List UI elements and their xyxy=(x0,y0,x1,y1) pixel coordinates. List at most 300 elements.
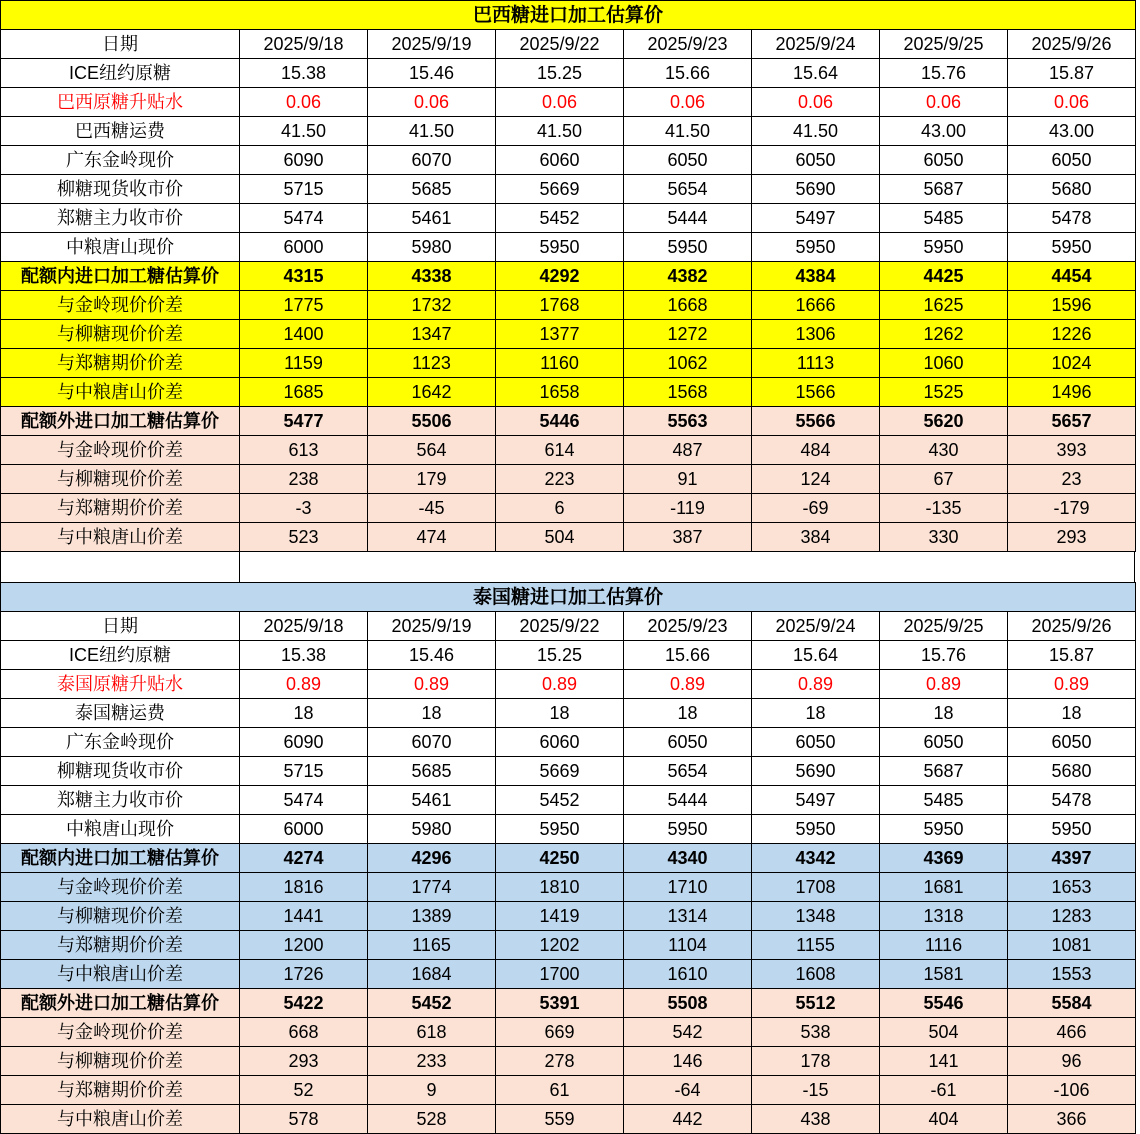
value-cell: 1400 xyxy=(240,320,368,349)
value-cell: 18 xyxy=(496,699,624,728)
value-cell: 5950 xyxy=(496,233,624,262)
value-cell: 15.87 xyxy=(1008,59,1136,88)
value-cell: 1060 xyxy=(880,349,1008,378)
value-cell: 1377 xyxy=(496,320,624,349)
date-cell: 2025/9/26 xyxy=(1008,612,1136,641)
date-cell: 2025/9/19 xyxy=(368,612,496,641)
table-title-row xyxy=(1,583,1136,612)
value-cell: 6070 xyxy=(368,728,496,757)
value-cell: 1710 xyxy=(624,873,752,902)
value-cell: 5715 xyxy=(240,175,368,204)
value-cell: 5566 xyxy=(752,407,880,436)
value-cell: 178 xyxy=(752,1047,880,1076)
value-cell: 0.89 xyxy=(496,670,624,699)
value-cell: 5584 xyxy=(1008,989,1136,1018)
table-row xyxy=(1,873,1136,902)
row-label: 广东金岭现价 xyxy=(1,728,240,757)
value-cell: 5446 xyxy=(496,407,624,436)
value-cell: 146 xyxy=(624,1047,752,1076)
value-cell: 5690 xyxy=(752,757,880,786)
table-row xyxy=(1,378,1136,407)
table-row xyxy=(1,786,1136,815)
value-cell: 52 xyxy=(240,1076,368,1105)
value-cell: 0.89 xyxy=(368,670,496,699)
value-cell: 4342 xyxy=(752,844,880,873)
value-cell: 5980 xyxy=(368,815,496,844)
value-cell: 538 xyxy=(752,1018,880,1047)
value-cell: 9 xyxy=(368,1076,496,1105)
value-cell: 613 xyxy=(240,436,368,465)
row-label: 柳糖现货收市价 xyxy=(1,757,240,786)
value-cell: 4369 xyxy=(880,844,1008,873)
value-cell: 1568 xyxy=(624,378,752,407)
value-cell: 1123 xyxy=(368,349,496,378)
value-cell: 466 xyxy=(1008,1018,1136,1047)
value-cell: 6090 xyxy=(240,728,368,757)
value-cell: 504 xyxy=(496,523,624,552)
value-cell: 5669 xyxy=(496,175,624,204)
value-cell: 91 xyxy=(624,465,752,494)
value-cell: 5980 xyxy=(368,233,496,262)
value-cell: 1768 xyxy=(496,291,624,320)
row-label: 与郑糖期价价差 xyxy=(1,349,240,378)
value-cell: 18 xyxy=(240,699,368,728)
value-cell: 1347 xyxy=(368,320,496,349)
table-row xyxy=(1,88,1136,117)
value-cell: 141 xyxy=(880,1047,1008,1076)
date-cell: 2025/9/23 xyxy=(624,612,752,641)
value-cell: 614 xyxy=(496,436,624,465)
value-cell: 578 xyxy=(240,1105,368,1134)
value-cell: 5715 xyxy=(240,757,368,786)
value-cell: 6050 xyxy=(1008,728,1136,757)
table-row xyxy=(1,523,1136,552)
value-cell: 5461 xyxy=(368,204,496,233)
value-cell: 384 xyxy=(752,523,880,552)
value-cell: 15.46 xyxy=(368,59,496,88)
value-cell: 1160 xyxy=(496,349,624,378)
value-cell: 1666 xyxy=(752,291,880,320)
value-cell: 5461 xyxy=(368,786,496,815)
row-label: 与郑糖期价价差 xyxy=(1,494,240,523)
value-cell: 15.76 xyxy=(880,59,1008,88)
value-cell: 6090 xyxy=(240,146,368,175)
value-cell: 233 xyxy=(368,1047,496,1076)
date-header-row xyxy=(1,30,1136,59)
value-cell: 1272 xyxy=(624,320,752,349)
value-cell: 223 xyxy=(496,465,624,494)
value-cell: 1525 xyxy=(880,378,1008,407)
value-cell: 15.38 xyxy=(240,59,368,88)
value-cell: 1314 xyxy=(624,902,752,931)
table-row xyxy=(1,815,1136,844)
row-label: 郑糖主力收市价 xyxy=(1,786,240,815)
value-cell: -106 xyxy=(1008,1076,1136,1105)
row-label: 与柳糖现价价差 xyxy=(1,465,240,494)
value-cell: 1062 xyxy=(624,349,752,378)
value-cell: -61 xyxy=(880,1076,1008,1105)
value-cell: 1159 xyxy=(240,349,368,378)
value-cell: 6050 xyxy=(624,728,752,757)
value-cell: 5950 xyxy=(496,815,624,844)
value-cell: 6050 xyxy=(880,146,1008,175)
value-cell: 1685 xyxy=(240,378,368,407)
value-cell: 6050 xyxy=(752,146,880,175)
value-cell: 15.25 xyxy=(496,59,624,88)
value-cell: 179 xyxy=(368,465,496,494)
row-label: ICE纽约原糖 xyxy=(1,641,240,670)
value-cell: -15 xyxy=(752,1076,880,1105)
value-cell: 1306 xyxy=(752,320,880,349)
value-cell: 5687 xyxy=(880,175,1008,204)
value-cell: 5620 xyxy=(880,407,1008,436)
value-cell: 1700 xyxy=(496,960,624,989)
value-cell: 1155 xyxy=(752,931,880,960)
value-cell: 0.06 xyxy=(752,88,880,117)
value-cell: 4250 xyxy=(496,844,624,873)
value-cell: 96 xyxy=(1008,1047,1136,1076)
value-cell: 5512 xyxy=(752,989,880,1018)
table-row xyxy=(1,641,1136,670)
value-cell: 1348 xyxy=(752,902,880,931)
value-cell: 1116 xyxy=(880,931,1008,960)
value-cell: 4292 xyxy=(496,262,624,291)
value-cell: 0.89 xyxy=(1008,670,1136,699)
value-cell: 5680 xyxy=(1008,175,1136,204)
value-cell: 0.06 xyxy=(880,88,1008,117)
date-cell: 2025/9/22 xyxy=(496,30,624,59)
table-row xyxy=(1,757,1136,786)
table-row xyxy=(1,728,1136,757)
value-cell: 5950 xyxy=(880,233,1008,262)
value-cell: 4340 xyxy=(624,844,752,873)
value-cell: 18 xyxy=(368,699,496,728)
brazil-table-title: 巴西糖进口加工估算价 xyxy=(1,1,1136,30)
value-cell: 0.89 xyxy=(240,670,368,699)
value-cell: 430 xyxy=(880,436,1008,465)
value-cell: 5485 xyxy=(880,204,1008,233)
value-cell: 5657 xyxy=(1008,407,1136,436)
date-cell: 2025/9/18 xyxy=(240,612,368,641)
value-cell: 1113 xyxy=(752,349,880,378)
value-cell: 6000 xyxy=(240,233,368,262)
value-cell: 293 xyxy=(240,1047,368,1076)
value-cell: 1642 xyxy=(368,378,496,407)
value-cell: 330 xyxy=(880,523,1008,552)
value-cell: 1658 xyxy=(496,378,624,407)
table-row xyxy=(1,233,1136,262)
value-cell: 1732 xyxy=(368,291,496,320)
row-label: 与中粮唐山价差 xyxy=(1,523,240,552)
value-cell: 6050 xyxy=(752,728,880,757)
table-row xyxy=(1,291,1136,320)
value-cell: 1200 xyxy=(240,931,368,960)
value-cell: 4397 xyxy=(1008,844,1136,873)
row-label: 与柳糖现价价差 xyxy=(1,1047,240,1076)
value-cell: 18 xyxy=(1008,699,1136,728)
row-label: 泰国原糖升贴水 xyxy=(1,670,240,699)
value-cell: 559 xyxy=(496,1105,624,1134)
row-label: 柳糖现货收市价 xyxy=(1,175,240,204)
row-label: 与金岭现价价差 xyxy=(1,291,240,320)
value-cell: 669 xyxy=(496,1018,624,1047)
date-header-label: 日期 xyxy=(1,30,240,59)
table-row xyxy=(1,1105,1136,1134)
date-cell: 2025/9/25 xyxy=(880,612,1008,641)
value-cell: 1283 xyxy=(1008,902,1136,931)
value-cell: 5950 xyxy=(752,815,880,844)
row-label: 巴西糖运费 xyxy=(1,117,240,146)
value-cell: 4454 xyxy=(1008,262,1136,291)
value-cell: 5687 xyxy=(880,757,1008,786)
row-label: 与金岭现价价差 xyxy=(1,436,240,465)
value-cell: 15.46 xyxy=(368,641,496,670)
value-cell: 1775 xyxy=(240,291,368,320)
value-cell: 41.50 xyxy=(624,117,752,146)
value-cell: 43.00 xyxy=(880,117,1008,146)
row-label: 与柳糖现价价差 xyxy=(1,902,240,931)
value-cell: 0.06 xyxy=(624,88,752,117)
date-cell: 2025/9/19 xyxy=(368,30,496,59)
date-cell: 2025/9/24 xyxy=(752,612,880,641)
table-row xyxy=(1,494,1136,523)
value-cell: 5654 xyxy=(624,757,752,786)
date-cell: 2025/9/18 xyxy=(240,30,368,59)
value-cell: 238 xyxy=(240,465,368,494)
value-cell: 5478 xyxy=(1008,786,1136,815)
value-cell: 18 xyxy=(752,699,880,728)
table-row xyxy=(1,1047,1136,1076)
value-cell: 1441 xyxy=(240,902,368,931)
value-cell: 43.00 xyxy=(1008,117,1136,146)
date-cell: 2025/9/23 xyxy=(624,30,752,59)
value-cell: 1496 xyxy=(1008,378,1136,407)
table-row xyxy=(1,117,1136,146)
value-cell: 5497 xyxy=(752,204,880,233)
value-cell: 523 xyxy=(240,523,368,552)
table-row xyxy=(1,989,1136,1018)
value-cell: 41.50 xyxy=(240,117,368,146)
value-cell: 1708 xyxy=(752,873,880,902)
value-cell: 6050 xyxy=(624,146,752,175)
value-cell: 41.50 xyxy=(496,117,624,146)
table-title-row xyxy=(1,1,1136,30)
value-cell: 487 xyxy=(624,436,752,465)
value-cell: 1608 xyxy=(752,960,880,989)
value-cell: 0.89 xyxy=(624,670,752,699)
value-cell: 6070 xyxy=(368,146,496,175)
table-row xyxy=(1,960,1136,989)
value-cell: 5950 xyxy=(1008,815,1136,844)
value-cell: 5669 xyxy=(496,757,624,786)
value-cell: 4274 xyxy=(240,844,368,873)
row-label: 与柳糖现价价差 xyxy=(1,320,240,349)
value-cell: 5690 xyxy=(752,175,880,204)
value-cell: -135 xyxy=(880,494,1008,523)
thailand-table-title: 泰国糖进口加工估算价 xyxy=(1,583,1136,612)
value-cell: -64 xyxy=(624,1076,752,1105)
value-cell: 5478 xyxy=(1008,204,1136,233)
value-cell: 1226 xyxy=(1008,320,1136,349)
value-cell: 1318 xyxy=(880,902,1008,931)
table-gap xyxy=(0,552,1135,582)
value-cell: 23 xyxy=(1008,465,1136,494)
row-label: 配额内进口加工糖估算价 xyxy=(1,262,240,291)
brazil-sugar-table xyxy=(0,0,1136,552)
table-row xyxy=(1,670,1136,699)
row-label: 郑糖主力收市价 xyxy=(1,204,240,233)
value-cell: 1024 xyxy=(1008,349,1136,378)
value-cell: 4296 xyxy=(368,844,496,873)
table-row xyxy=(1,465,1136,494)
value-cell: 5680 xyxy=(1008,757,1136,786)
value-cell: 5685 xyxy=(368,757,496,786)
value-cell: 15.66 xyxy=(624,59,752,88)
value-cell: 542 xyxy=(624,1018,752,1047)
date-cell: 2025/9/25 xyxy=(880,30,1008,59)
table-row xyxy=(1,204,1136,233)
value-cell: 1774 xyxy=(368,873,496,902)
value-cell: 1681 xyxy=(880,873,1008,902)
value-cell: 5452 xyxy=(496,786,624,815)
value-cell: 5391 xyxy=(496,989,624,1018)
value-cell: 6060 xyxy=(496,146,624,175)
value-cell: 1684 xyxy=(368,960,496,989)
value-cell: 1262 xyxy=(880,320,1008,349)
value-cell: 5950 xyxy=(624,233,752,262)
value-cell: 504 xyxy=(880,1018,1008,1047)
value-cell: 1553 xyxy=(1008,960,1136,989)
value-cell: 366 xyxy=(1008,1105,1136,1134)
value-cell: 6060 xyxy=(496,728,624,757)
value-cell: 15.25 xyxy=(496,641,624,670)
value-cell: -3 xyxy=(240,494,368,523)
row-label: 与中粮唐山价差 xyxy=(1,1105,240,1134)
value-cell: 1566 xyxy=(752,378,880,407)
value-cell: -119 xyxy=(624,494,752,523)
value-cell: 61 xyxy=(496,1076,624,1105)
date-cell: 2025/9/24 xyxy=(752,30,880,59)
value-cell: 278 xyxy=(496,1047,624,1076)
value-cell: 5563 xyxy=(624,407,752,436)
value-cell: 0.89 xyxy=(752,670,880,699)
thailand-sugar-table xyxy=(0,582,1136,1134)
row-label: 广东金岭现价 xyxy=(1,146,240,175)
table-row xyxy=(1,699,1136,728)
value-cell: 67 xyxy=(880,465,1008,494)
value-cell: 438 xyxy=(752,1105,880,1134)
row-label: 与金岭现价价差 xyxy=(1,873,240,902)
value-cell: 18 xyxy=(624,699,752,728)
value-cell: 5444 xyxy=(624,204,752,233)
value-cell: 564 xyxy=(368,436,496,465)
value-cell: 15.76 xyxy=(880,641,1008,670)
value-cell: 41.50 xyxy=(752,117,880,146)
value-cell: 4382 xyxy=(624,262,752,291)
row-label: 配额内进口加工糖估算价 xyxy=(1,844,240,873)
value-cell: 1389 xyxy=(368,902,496,931)
value-cell: 393 xyxy=(1008,436,1136,465)
table-row xyxy=(1,262,1136,291)
value-cell: 404 xyxy=(880,1105,1008,1134)
value-cell: 15.38 xyxy=(240,641,368,670)
row-label: ICE纽约原糖 xyxy=(1,59,240,88)
date-cell: 2025/9/26 xyxy=(1008,30,1136,59)
row-label: 与郑糖期价价差 xyxy=(1,931,240,960)
table-row xyxy=(1,320,1136,349)
table-row xyxy=(1,902,1136,931)
row-label: 配额外进口加工糖估算价 xyxy=(1,407,240,436)
value-cell: 5950 xyxy=(752,233,880,262)
value-cell: 5950 xyxy=(624,815,752,844)
value-cell: 0.89 xyxy=(880,670,1008,699)
table-row xyxy=(1,436,1136,465)
value-cell: 1419 xyxy=(496,902,624,931)
value-cell: 442 xyxy=(624,1105,752,1134)
value-cell: 618 xyxy=(368,1018,496,1047)
date-header-row xyxy=(1,612,1136,641)
value-cell: 1165 xyxy=(368,931,496,960)
row-label: 与金岭现价价差 xyxy=(1,1018,240,1047)
value-cell: 1653 xyxy=(1008,873,1136,902)
value-cell: 1081 xyxy=(1008,931,1136,960)
value-cell: -45 xyxy=(368,494,496,523)
table-row xyxy=(1,844,1136,873)
row-label: 中粮唐山现价 xyxy=(1,815,240,844)
value-cell: 5950 xyxy=(880,815,1008,844)
value-cell: 5506 xyxy=(368,407,496,436)
row-label: 泰国糖运费 xyxy=(1,699,240,728)
value-cell: 5474 xyxy=(240,786,368,815)
value-cell: 6050 xyxy=(1008,146,1136,175)
value-cell: 5444 xyxy=(624,786,752,815)
value-cell: 5654 xyxy=(624,175,752,204)
value-cell: 4384 xyxy=(752,262,880,291)
value-cell: 0.06 xyxy=(496,88,624,117)
value-cell: 474 xyxy=(368,523,496,552)
value-cell: 0.06 xyxy=(240,88,368,117)
value-cell: 15.87 xyxy=(1008,641,1136,670)
value-cell: 4315 xyxy=(240,262,368,291)
value-cell: 1581 xyxy=(880,960,1008,989)
value-cell: 5452 xyxy=(368,989,496,1018)
value-cell: 528 xyxy=(368,1105,496,1134)
value-cell: 1816 xyxy=(240,873,368,902)
table-row xyxy=(1,931,1136,960)
row-label: 与中粮唐山价差 xyxy=(1,378,240,407)
table-row xyxy=(1,349,1136,378)
value-cell: 1668 xyxy=(624,291,752,320)
value-cell: 1726 xyxy=(240,960,368,989)
row-label: 与中粮唐山价差 xyxy=(1,960,240,989)
value-cell: 5422 xyxy=(240,989,368,1018)
value-cell: -179 xyxy=(1008,494,1136,523)
value-cell: 1104 xyxy=(624,931,752,960)
value-cell: 6 xyxy=(496,494,624,523)
date-header-label: 日期 xyxy=(1,612,240,641)
table-row xyxy=(1,175,1136,204)
value-cell: 15.66 xyxy=(624,641,752,670)
table-row xyxy=(1,1076,1136,1105)
value-cell: -69 xyxy=(752,494,880,523)
date-cell: 2025/9/22 xyxy=(496,612,624,641)
table-row xyxy=(1,1018,1136,1047)
value-cell: 5477 xyxy=(240,407,368,436)
table-row xyxy=(1,146,1136,175)
value-cell: 5685 xyxy=(368,175,496,204)
value-cell: 668 xyxy=(240,1018,368,1047)
value-cell: 5950 xyxy=(1008,233,1136,262)
